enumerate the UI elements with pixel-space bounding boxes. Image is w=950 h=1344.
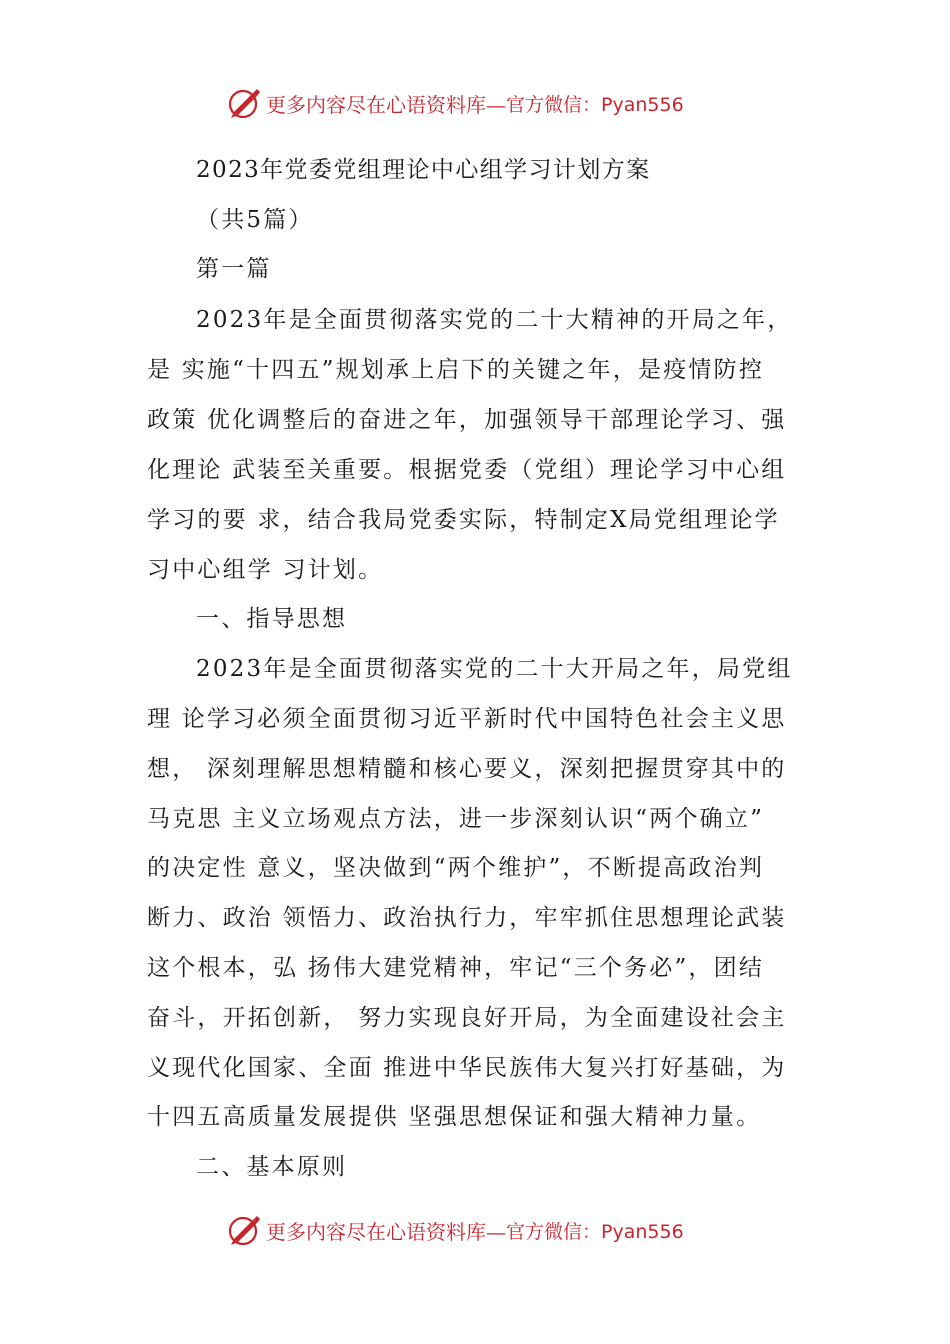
paragraph-line: 理 论学习必须全面贯彻习近平新时代中国特色社会主义思 [147, 706, 787, 732]
paragraph-line: 2023年是全面贯彻落实党的二十大开局之年，局党组 [196, 656, 793, 682]
paragraph-line: 断力、政治 领悟力、政治执行力，牢牢抓住思想理论武装 [147, 905, 787, 931]
section-heading: 一、指导思想 [196, 606, 348, 632]
watermark-slogan: 更多内容尽在心语资料库— [266, 1219, 506, 1244]
paragraph-line: 的决定性 意义，坚决做到“两个维护”，不断提高政治判 [147, 855, 765, 881]
paragraph-line: 义现代化国家、全面 推进中华民族伟大复兴打好基础，为 [147, 1055, 787, 1081]
document-title: 2023年党委党组理论中心组学习计划方案 [196, 157, 651, 183]
paragraph-line: 想， 深刻理解思想精髓和核心要义，深刻把握贯穿其中的 [147, 756, 787, 782]
pen-circle-logo-icon [226, 1212, 262, 1248]
watermark-contact: 官方微信：Pyan556 [506, 93, 684, 116]
paragraph-line: 2023年是全面贯彻落实党的二十大精神的开局之年， [196, 307, 793, 333]
paragraph-line: 这个根本，弘 扬伟大建党精神，牢记“三个务必”，团结 [147, 955, 765, 981]
pen-circle-logo-icon [226, 85, 262, 121]
paragraph-line: 政策 优化调整后的奋进之年，加强领导干部理论学习、强 [147, 407, 787, 433]
paragraph-line: 学习的要 求，结合我局党委实际，特制定X局党组理论学 [147, 507, 780, 533]
section-heading: 二、基本原则 [196, 1154, 348, 1180]
paragraph-line: 马克思 主义立场观点方法，进一步深刻认识“两个确立” [147, 806, 765, 832]
document-count-note: （共5篇） [196, 207, 314, 233]
paragraph-line: 化理论 武装至关重要。根据党委（党组）理论学习中心组 [147, 457, 787, 483]
watermark-slogan: 更多内容尽在心语资料库— [266, 92, 506, 117]
paragraph-line: 是 实施“十四五”规划承上启下的关键之年，是疫情防控 [147, 357, 765, 383]
paragraph-line: 习中心组学 习计划。 [147, 557, 384, 583]
watermark-contact: 官方微信：Pyan556 [506, 1220, 684, 1243]
watermark-banner-bottom [226, 1210, 746, 1250]
part-heading: 第一篇 [196, 256, 272, 282]
paragraph-line: 十四五高质量发展提供 坚强思想保证和强大精神力量。 [147, 1104, 762, 1130]
paragraph-line: 奋斗，开拓创新， 努力实现良好开局，为全面建设社会主 [147, 1005, 787, 1031]
watermark-banner-top [226, 83, 746, 123]
